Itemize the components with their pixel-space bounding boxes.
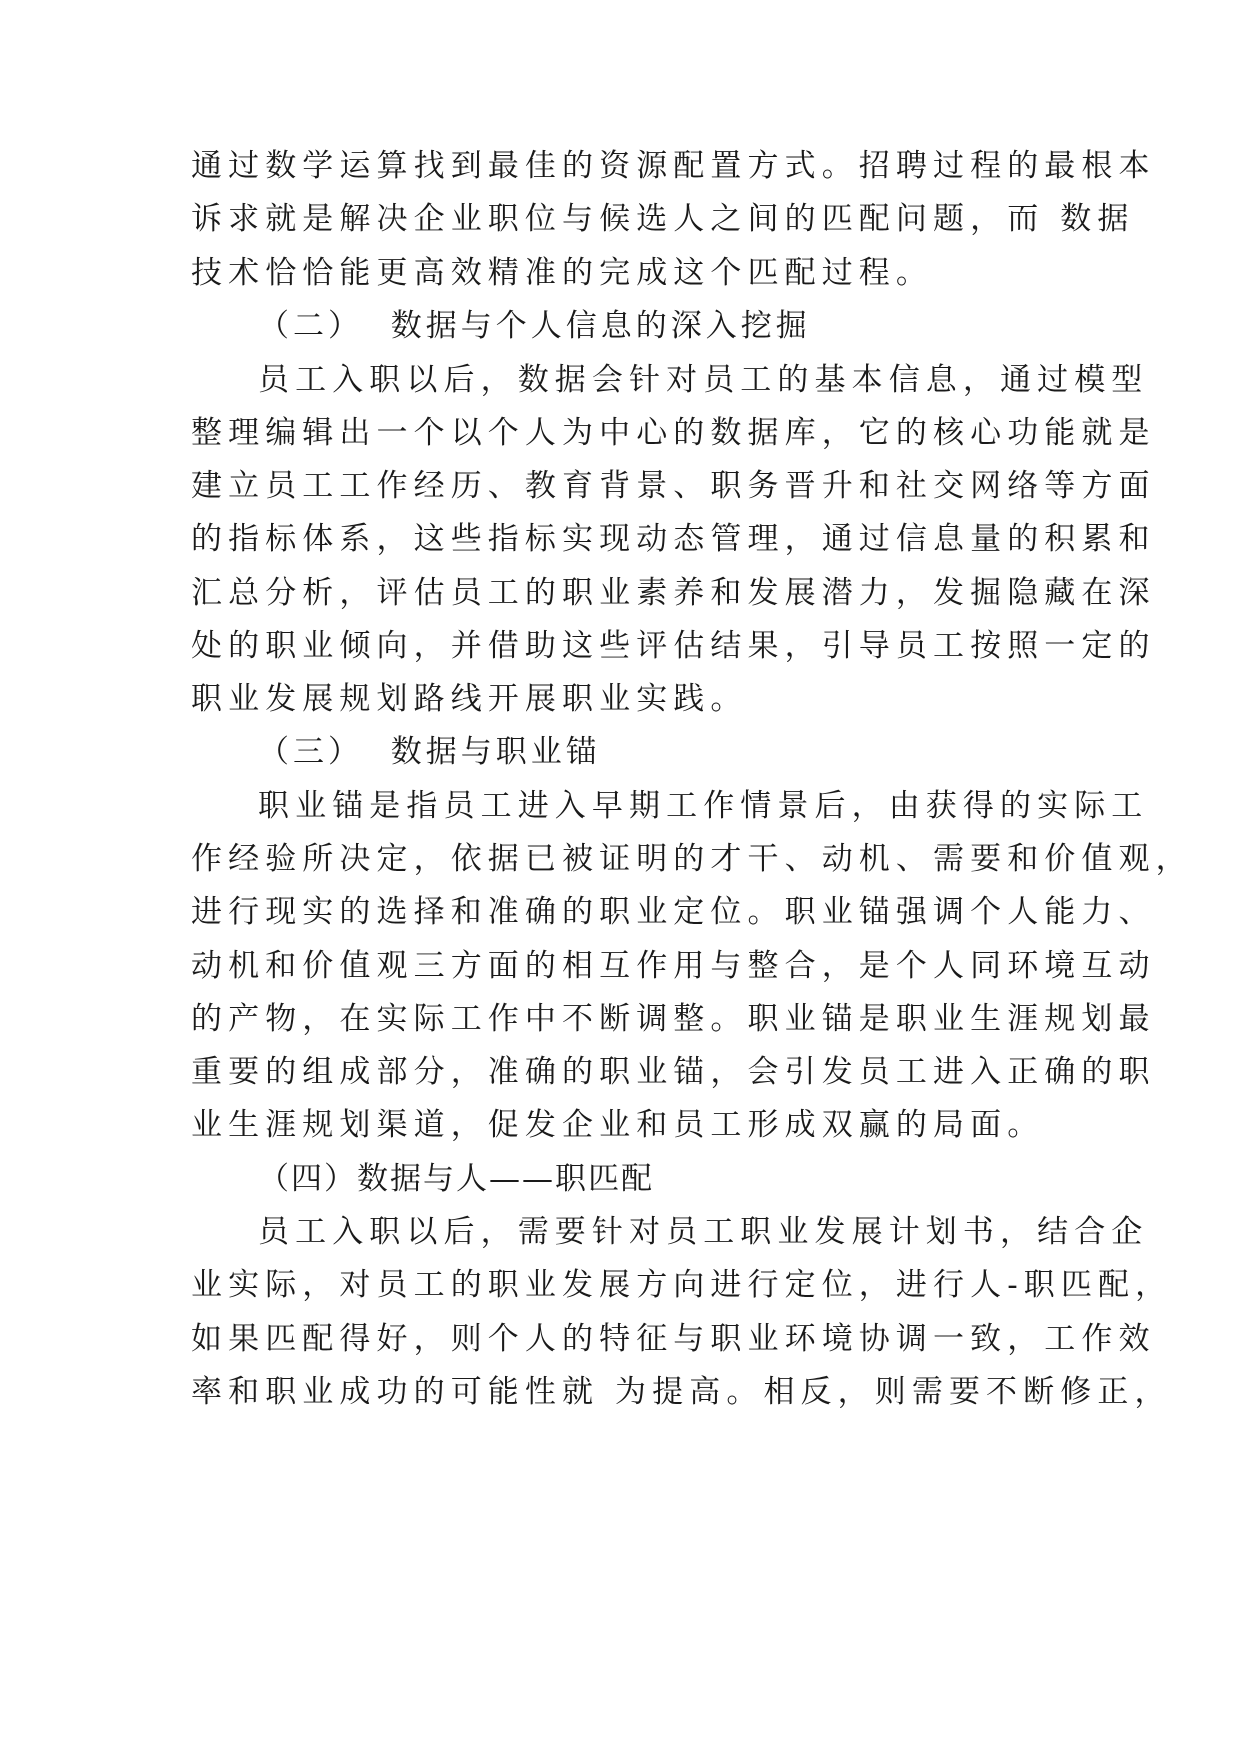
paragraph-line: 汇总分析，评估员工的职业素养和发展潜力，发掘隐藏在深 [191, 575, 1156, 611]
paragraph-line: 整理编辑出一个以个人为中心的数据库，它的核心功能就是 [191, 415, 1156, 451]
paragraph-line: 职业锚是指员工进入早期工作情景后，由获得的实际工 [258, 788, 1149, 824]
paragraph-line: 技术恰恰能更高效精准的完成这个匹配过程。 [191, 255, 933, 291]
paragraph-line: 业实际，对员工的职业发展方向进行定位，进行人-职匹配， [191, 1267, 1173, 1303]
section-heading: （三） 数据与职业锚 [258, 734, 601, 770]
paragraph-line: 业生涯规划渠道，促发企业和员工形成双赢的局面。 [191, 1107, 1045, 1143]
section-heading: （二） 数据与个人信息的深入挖掘 [258, 308, 811, 344]
paragraph-line: 动机和价值观三方面的相互作用与整合，是个人同环境互动 [191, 948, 1156, 984]
paragraph-line: 诉求就是解决企业职位与候选人之间的匹配问题，而 数据 [191, 201, 1135, 237]
paragraph-line: 职业发展规划路线开展职业实践。 [191, 681, 748, 717]
paragraph-line: 建立员工工作经历、教育背景、职务晋升和社交网络等方面 [191, 468, 1156, 504]
paragraph-line: 的指标体系，这些指标实现动态管理，通过信息量的积累和 [191, 521, 1156, 557]
paragraph-line: 员工入职以后，需要针对员工职业发展计划书，结合企 [258, 1214, 1149, 1250]
paragraph-line: 率和职业成功的可能性就 为提高。相反，则需要不断修正， [191, 1374, 1172, 1410]
paragraph-line: 进行现实的选择和准确的职业定位。职业锚强调个人能力、 [191, 894, 1156, 930]
paragraph-line: 作经验所决定，依据已被证明的才干、动机、需要和价值观， [191, 841, 1193, 877]
paragraph-line: 通过数学运算找到最佳的资源配置方式。招聘过程的最根本 [191, 148, 1156, 184]
section-heading: （四）数据与人——职匹配 [258, 1161, 654, 1197]
paragraph-line: 如果匹配得好，则个人的特征与职业环境协调一致，工作效 [191, 1321, 1156, 1357]
paragraph-line: 的产物，在实际工作中不断调整。职业锚是职业生涯规划最 [191, 1001, 1156, 1037]
paragraph-line: 员工入职以后，数据会针对员工的基本信息，通过模型 [258, 362, 1149, 398]
paragraph-line: 重要的组成部分，准确的职业锚，会引发员工进入正确的职 [191, 1054, 1156, 1090]
paragraph-line: 处的职业倾向，并借助这些评估结果，引导员工按照一定的 [191, 628, 1156, 664]
